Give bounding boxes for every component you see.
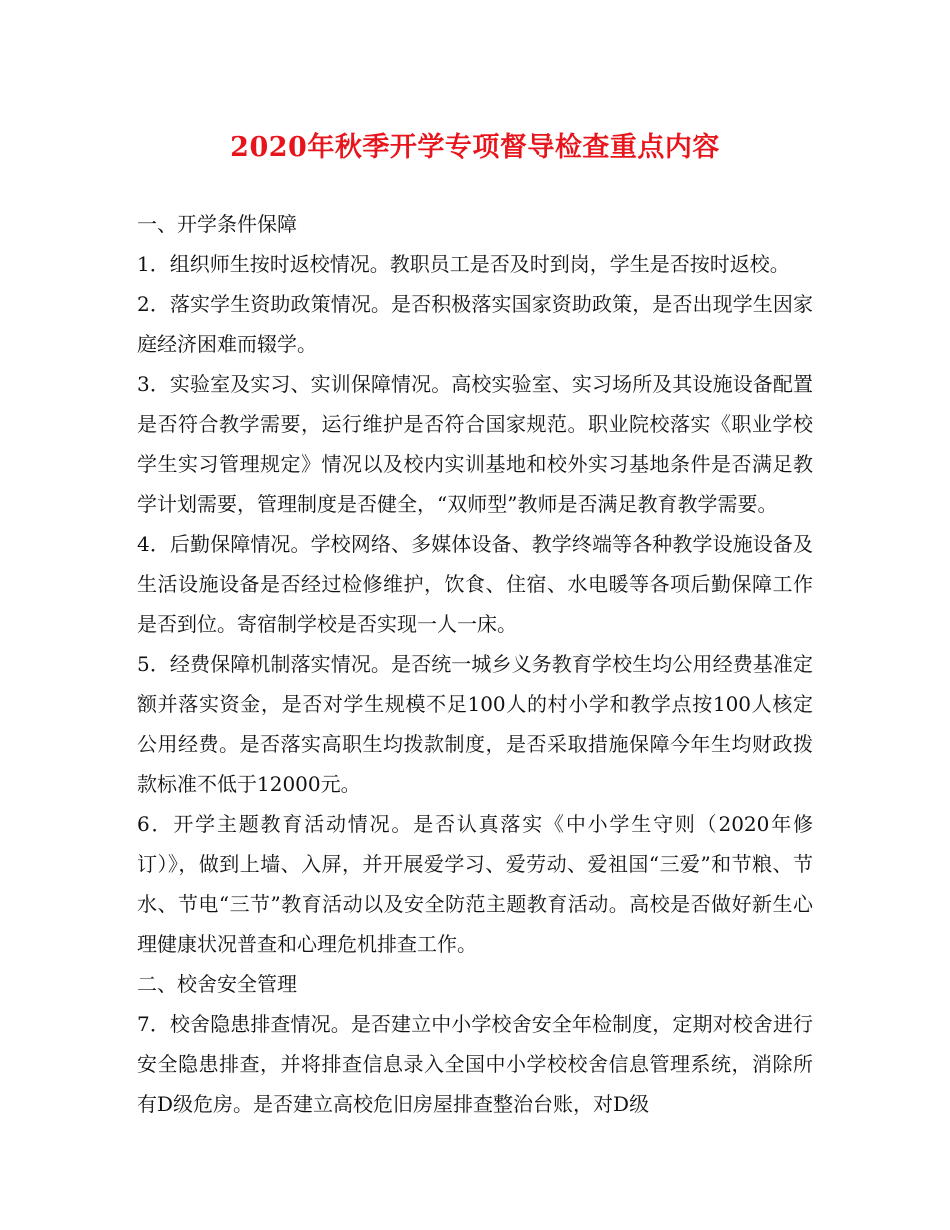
document-body <box>137 204 813 1124</box>
paragraph: 2．落实学生资助政策情况。是否积极落实国家资助政策，是否出现学生因家庭经济困难而辍学。 <box>137 292 813 356</box>
paragraph: 5．经费保障机制落实情况。是否统一城乡义务教育学校生均公用经费基准定额并落实资金，是否对学生规模不足100人的村小学和教学点按100人核定公用经费。是否落实高职生均拨款制度，是否采取措施保障今年生均财政拨款标准不低于12000元。 <box>137 652 813 796</box>
document-title: 2020年秋季开学专项督导检查重点内容 <box>230 132 720 163</box>
section-heading: 一、开学条件保障 <box>137 212 297 236</box>
paragraph: 6．开学主题教育活动情况。是否认真落实《中小学生守则（2020年修订）》，做到上墙、入屏，并开展爱学习、爱劳动、爱祖国“三爱”和节粮、节水、节电“三节”教育活动以及安全防范主题教育活动。高校是否做好新生心理健康状况普查和心理危机排查工作。 <box>137 812 813 956</box>
paragraph: 7．校舍隐患排查情况。是否建立中小学校舍安全年检制度，定期对校舍进行安全隐患排查，并将排查信息录入全国中小学校校舍信息管理系统，消除所有D级危房。是否建立高校危旧房屋排查整治台账，对D级 <box>137 1012 813 1116</box>
paragraph: 4．后勤保障情况。学校网络、多媒体设备、教学终端等各种教学设施设备及生活设施设备是否经过检修维护，饮食、住宿、水电暖等各项后勤保障工作是否到位。寄宿制学校是否实现一人一床。 <box>137 532 813 636</box>
paragraph: 1．组织师生按时返校情况。教职员工是否及时到岗，学生是否按时返校。 <box>137 252 790 276</box>
paragraph: 3．实验室及实习、实训保障情况。高校实验室、实习场所及其设施设备配置是否符合教学需要，运行维护是否符合国家规范。职业院校落实《职业学校学生实习管理规定》情况以及校内实训基地和校外实习基地条件是否满足教学计划需要，管理制度是否健全，“双师型”教师是否满足教育教学需要。 <box>137 372 813 516</box>
section-heading: 二、校舍安全管理 <box>137 972 297 996</box>
